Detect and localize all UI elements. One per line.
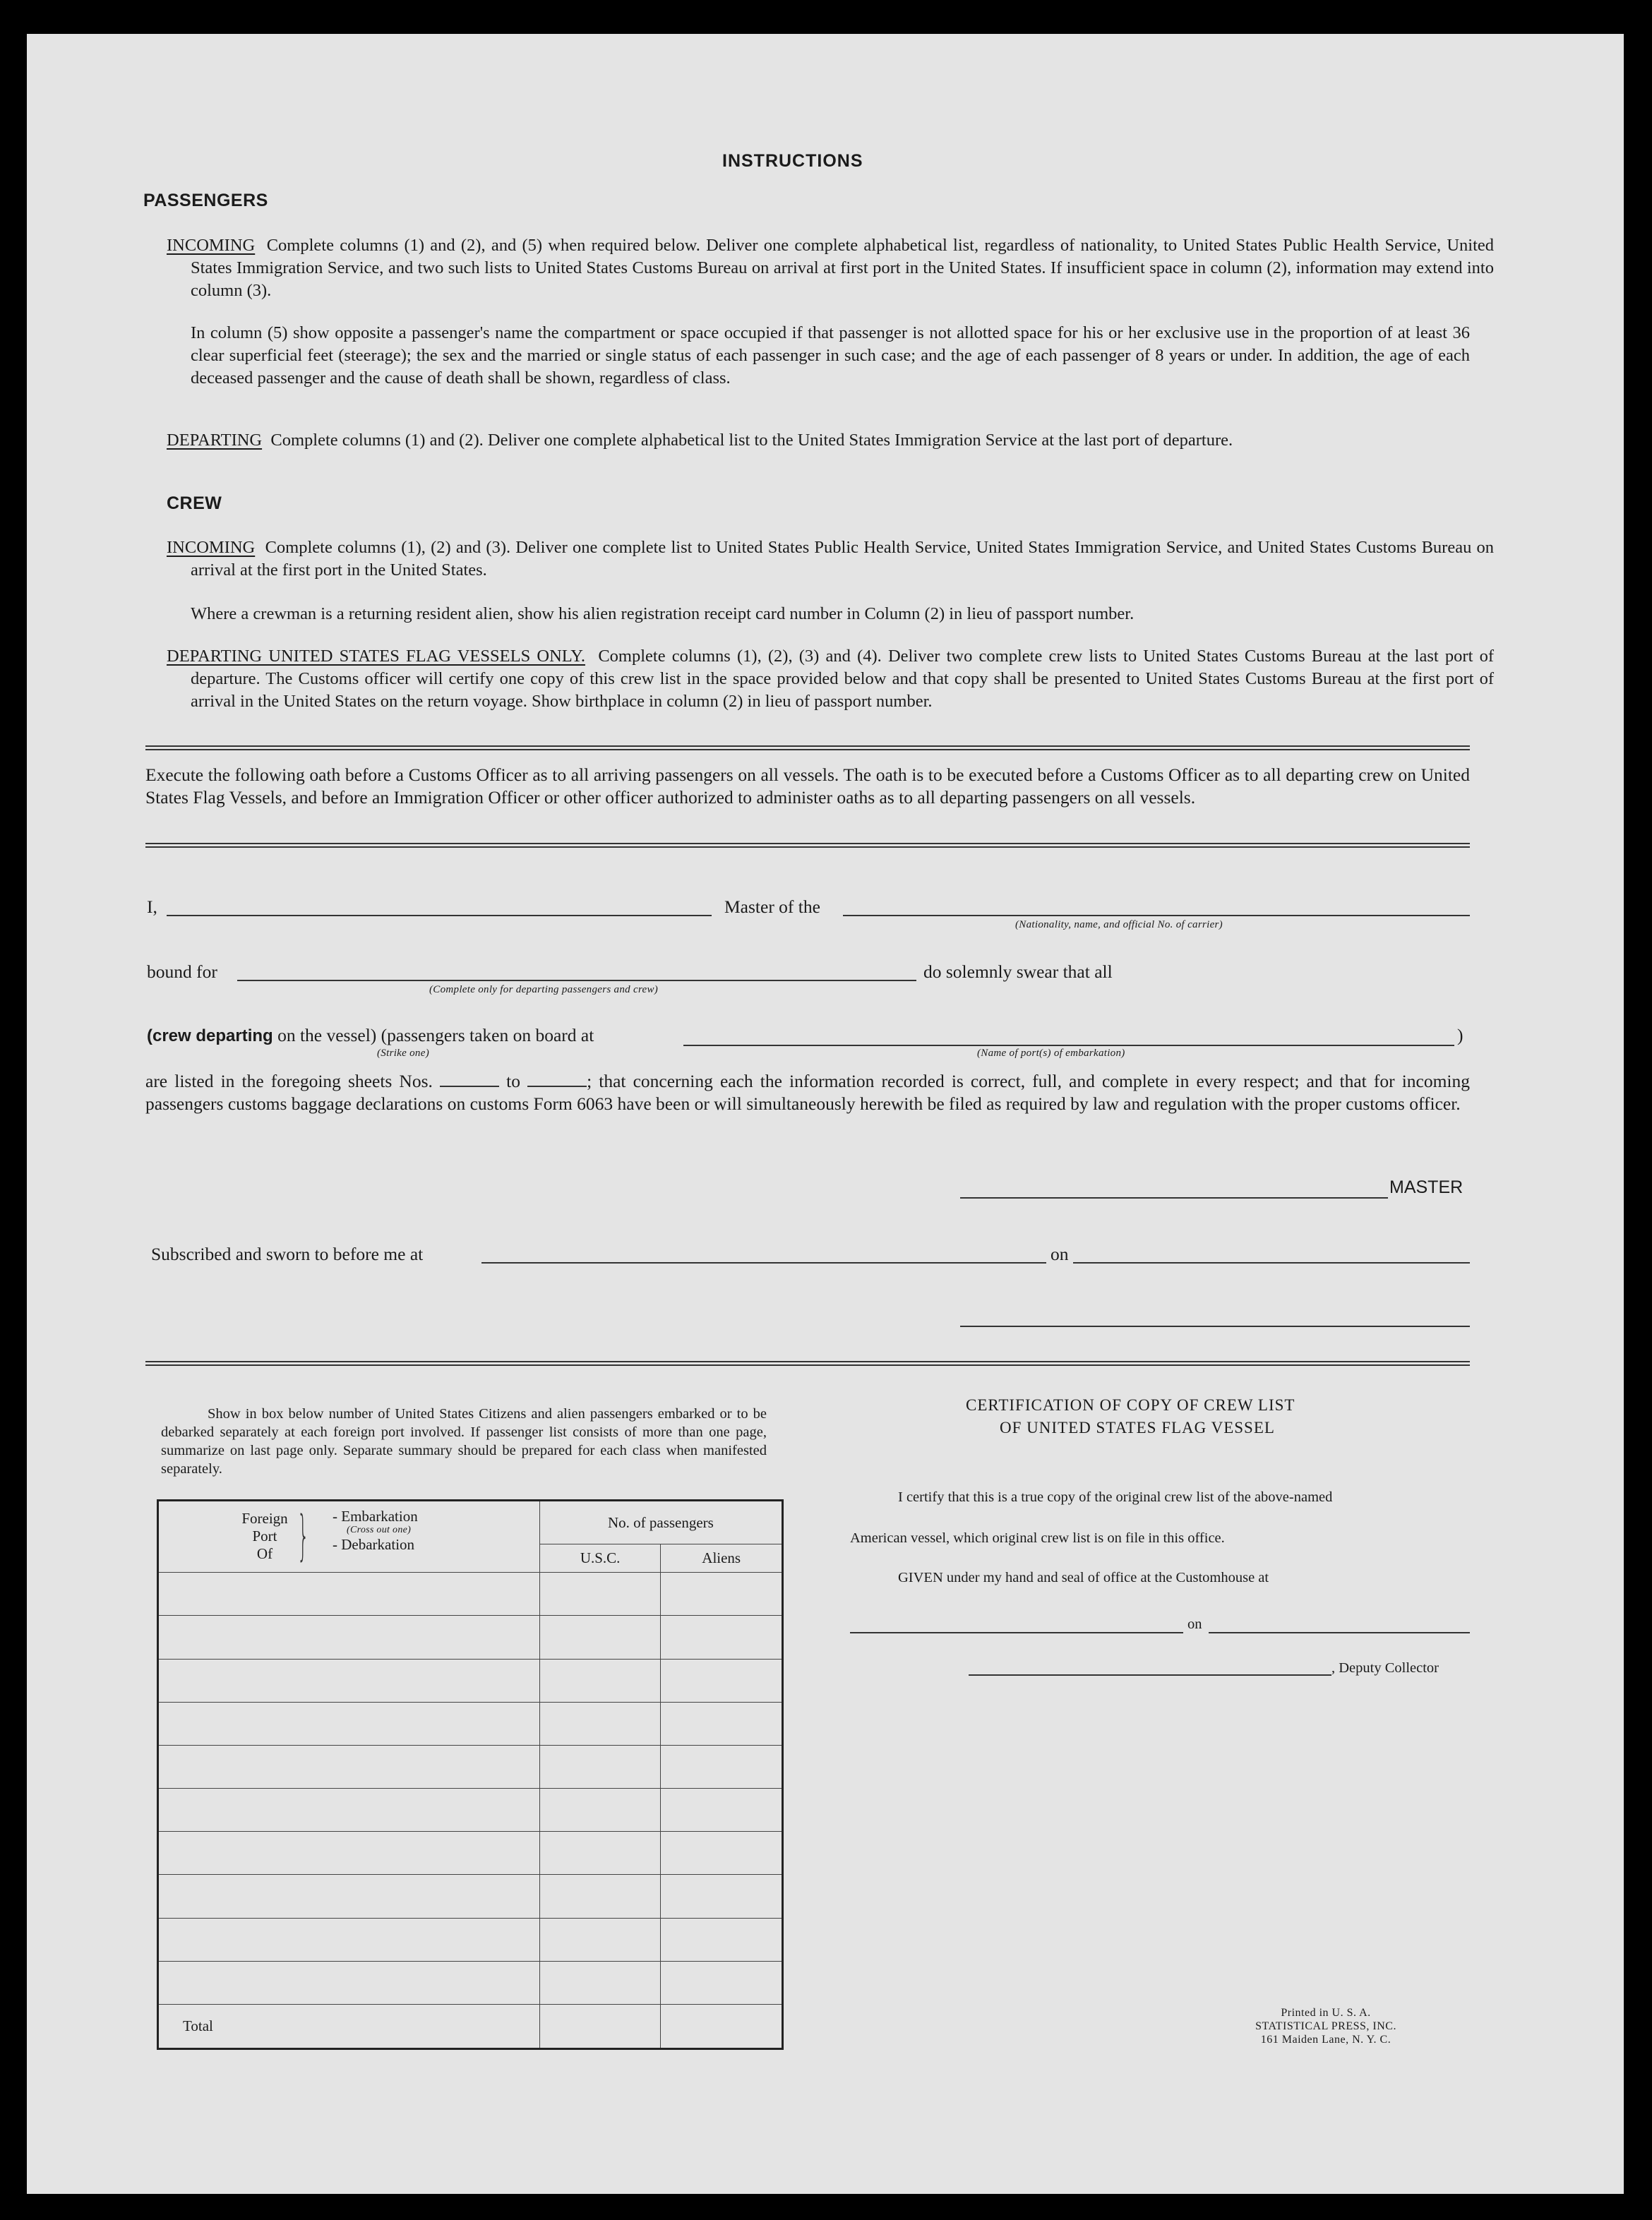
sworn-date-field-line[interactable] <box>1073 1262 1470 1264</box>
sheet-to-field[interactable] <box>527 1072 587 1087</box>
form-sheet <box>27 34 1624 2194</box>
oath-i-label: I, <box>147 896 157 917</box>
master-label: MASTER <box>1389 1177 1464 1197</box>
printer-line3: 161 Maiden Lane, N. Y. C. <box>1260 2034 1391 2046</box>
aliens-cell[interactable] <box>661 1745 783 1788</box>
certification-title-line1: CERTIFICATION OF COPY OF CREW LIST <box>966 1396 1295 1414</box>
port-cell[interactable] <box>158 1659 540 1702</box>
passengers-taken-option: (passengers taken on board at <box>381 1025 594 1045</box>
port-cell[interactable] <box>158 1616 540 1659</box>
passengers-departing-paragraph <box>167 429 1494 452</box>
total-usc-cell[interactable] <box>539 2004 661 2048</box>
passengers-incoming-paragraph <box>167 234 1494 302</box>
usc-cell[interactable] <box>539 1702 661 1745</box>
port-cell[interactable] <box>158 1789 540 1832</box>
crew-departing-option: (crew departing <box>147 1026 273 1045</box>
crew-passengers-line <box>147 1025 594 1046</box>
port-cell[interactable] <box>158 1573 540 1616</box>
crew-incoming-paragraph <box>167 536 1494 582</box>
aliens-cell[interactable] <box>661 1832 783 1875</box>
port-cell[interactable] <box>158 1702 540 1745</box>
port-cell[interactable] <box>158 1918 540 1961</box>
usc-header: U.S.C. <box>539 1544 661 1573</box>
port-header-cell <box>158 1501 540 1573</box>
usc-cell[interactable] <box>539 1961 661 2004</box>
passengers-incoming-text: Complete columns (1) and (2), and (5) when required below. Deliver one complete alphabetical list, regardless of nationality, to United States Public Health Service, United States Immigration Service, and two such lists to United States Customs Bureau on arrival at first port in the United States. If insufficient space in column (2), information may extend into column (3). <box>191 236 1494 300</box>
crew-departing-text: Complete columns (1), (2), (3) and (4). Deliver two complete crew lists to United States Customs Bureau at the last port of departure. The Customs officer will certify one copy of this crew list in the space provided below and that copy shall be presented to United States Customs Bureau at the first port of arrival in the United States on the return voyage. Show birthplace in column (2) in lieu of passport number. <box>191 647 1494 711</box>
port-cell[interactable] <box>158 1875 540 1918</box>
officer-signature-line[interactable] <box>960 1326 1470 1327</box>
close-paren: ) <box>1457 1025 1464 1045</box>
usc-cell[interactable] <box>539 1789 661 1832</box>
port-cell[interactable] <box>158 1961 540 2004</box>
subscribed-label: Subscribed and sworn to before me at <box>151 1244 424 1264</box>
instructions-title: INSTRUCTIONS <box>722 151 863 171</box>
passengers-departing-text: Complete columns (1) and (2). Deliver one complete alphabetical list to the United States Immigration Service at the last port of departure. <box>270 431 1233 450</box>
passengers-heading: PASSENGERS <box>143 191 268 210</box>
listed-in-text: are listed in the foregoing sheets Nos. <box>145 1071 433 1091</box>
bound-for-label: bound for <box>147 961 217 982</box>
usc-cell[interactable] <box>539 1659 661 1702</box>
brace-icon: } <box>297 1504 309 1566</box>
aliens-cell[interactable] <box>661 1875 783 1918</box>
usc-cell[interactable] <box>539 1745 661 1788</box>
total-label-cell: Total <box>158 2004 540 2048</box>
aliens-cell[interactable] <box>661 1659 783 1702</box>
sheet-from-field[interactable] <box>440 1072 499 1087</box>
divider-1 <box>145 745 1470 750</box>
aliens-cell[interactable] <box>661 1573 783 1616</box>
embark-debark-options <box>333 1508 418 1552</box>
sworn-on-label: on <box>1051 1244 1069 1264</box>
crew-departing-paragraph <box>167 645 1494 713</box>
foreign-port-of-label <box>237 1510 293 1563</box>
master-signature-line[interactable] <box>960 1197 1388 1199</box>
certify-line2: American vessel, which original crew list is on file in this office. <box>850 1530 1225 1546</box>
usc-cell[interactable] <box>539 1875 661 1918</box>
total-aliens-cell[interactable] <box>661 2004 783 2048</box>
swear-label: do solemnly swear that all <box>923 961 1113 982</box>
embarkation-ports-field-line[interactable] <box>683 1045 1454 1046</box>
name-field-line[interactable] <box>167 915 712 916</box>
aliens-cell[interactable] <box>661 1789 783 1832</box>
customhouse-field-line[interactable] <box>850 1632 1183 1633</box>
oath-note: Execute the following oath before a Customs Officer as to all arriving passengers on all vessels. The oath is to be executed before a Customs Officer as to all departing crew on United States Flag Vessels, and before an Immigration Officer or other officer authorized to administer oaths as to all departing passengers on all vessels. <box>145 764 1470 808</box>
certification-on-label: on <box>1187 1616 1202 1632</box>
carrier-field-line[interactable] <box>843 915 1470 916</box>
carrier-caption: (Nationality, name, and official No. of carrier) <box>1015 919 1223 930</box>
debarkation-option[interactable]: - Debarkation <box>333 1536 415 1553</box>
port-cell[interactable] <box>158 1745 540 1788</box>
aliens-cell[interactable] <box>661 1918 783 1961</box>
usc-cell[interactable] <box>539 1832 661 1875</box>
usc-cell[interactable] <box>539 1616 661 1659</box>
aliens-cell[interactable] <box>661 1961 783 2004</box>
bound-for-caption: (Complete only for departing passengers and crew) <box>429 984 659 995</box>
summary-instruction: Show in box below number of United States Citizens and alien passengers embarked or to be debarked separately at each foreign port involved. If passenger list consists of more than one page, summarize on last page only. Separate summary should be prepared for each class when manifested separately. <box>161 1406 767 1477</box>
sworn-place-field-line[interactable] <box>481 1262 1046 1264</box>
certification-title-line2: OF UNITED STATES FLAG VESSEL <box>1000 1419 1275 1436</box>
strike-one-caption: (Strike one) <box>377 1048 429 1059</box>
passengers-column5-paragraph: In column (5) show opposite a passenger's name the compartment or space occupied if that passenger is not allotted space for his or her exclusive use in the proportion of at least 36 clear superficial feet (steerage); the sex and the married or single status of each passenger in such case; and the age of each passenger of 8 years or under. In addition, the age of each deceased passenger and the cause of death shall be shown, regardless of class. <box>191 323 1470 388</box>
port-cell[interactable] <box>158 1832 540 1875</box>
bound-for-field-line[interactable] <box>237 980 916 981</box>
passenger-summary-table <box>157 1499 784 2050</box>
usc-cell[interactable] <box>539 1918 661 1961</box>
ports-caption: (Name of port(s) of embarkation) <box>977 1048 1125 1059</box>
divider-3 <box>145 1361 1470 1366</box>
cross-out-caption: (Cross out one) <box>347 1525 412 1535</box>
to-text: to <box>506 1071 520 1091</box>
certification-date-field-line[interactable] <box>1209 1632 1470 1633</box>
deputy-collector-label: , Deputy Collector <box>1331 1660 1439 1676</box>
passengers-departing-label: DEPARTING <box>167 431 263 450</box>
crew-heading: CREW <box>167 493 222 513</box>
crew-incoming-text: Complete columns (1), (2) and (3). Deliver one complete list to United States Public Health Service, United States Immigration Service, and United States Customs Bureau on arrival at the first port in the United States. <box>191 538 1494 580</box>
divider-2 <box>145 843 1470 848</box>
embarkation-option[interactable]: - Embarkation <box>333 1508 418 1525</box>
printer-line2: STATISTICAL PRESS, INC. <box>1255 2020 1396 2032</box>
usc-cell[interactable] <box>539 1573 661 1616</box>
given-line: GIVEN under my hand and seal of office at the Customhouse at <box>898 1570 1269 1585</box>
aliens-header: Aliens <box>661 1544 783 1573</box>
no-of-passengers-header: No. of passengers <box>539 1501 782 1544</box>
deputy-collector-signature-line[interactable] <box>969 1674 1331 1676</box>
master-of-the-label: Master of the <box>724 896 820 917</box>
crew-incoming-label: INCOMING <box>167 538 256 557</box>
passengers-incoming-label: INCOMING <box>167 236 256 255</box>
printer-line1: Printed in U. S. A. <box>1281 2007 1371 2019</box>
port-label: Port <box>252 1528 277 1544</box>
certify-line1: I certify that this is a true copy of the original crew list of the above-named <box>898 1489 1333 1505</box>
oath-statement <box>145 1070 1470 1115</box>
concerning-text: ; that concerning each the information recorded is correct, full, and complete in every respect; and that for incoming passengers customs baggage declarations on customs Form 6063 have been or will simultaneously herewith be filed as required by law and regulation with the proper customs officer. <box>145 1071 1471 1114</box>
crew-departing-label: DEPARTING UNITED STATES FLAG VESSELS ONLY. <box>167 647 585 666</box>
on-the-vessel-text: on the vessel) <box>277 1025 377 1045</box>
aliens-cell[interactable] <box>661 1616 783 1659</box>
of-label: Of <box>256 1545 273 1562</box>
aliens-cell[interactable] <box>661 1702 783 1745</box>
printer-imprint <box>1241 2006 1411 2046</box>
foreign-label: Foreign <box>241 1510 288 1527</box>
crew-resident-alien-paragraph: Where a crewman is a returning resident alien, show his alien registration receipt card number in Column (2) in lieu of passport number. <box>191 604 1135 623</box>
